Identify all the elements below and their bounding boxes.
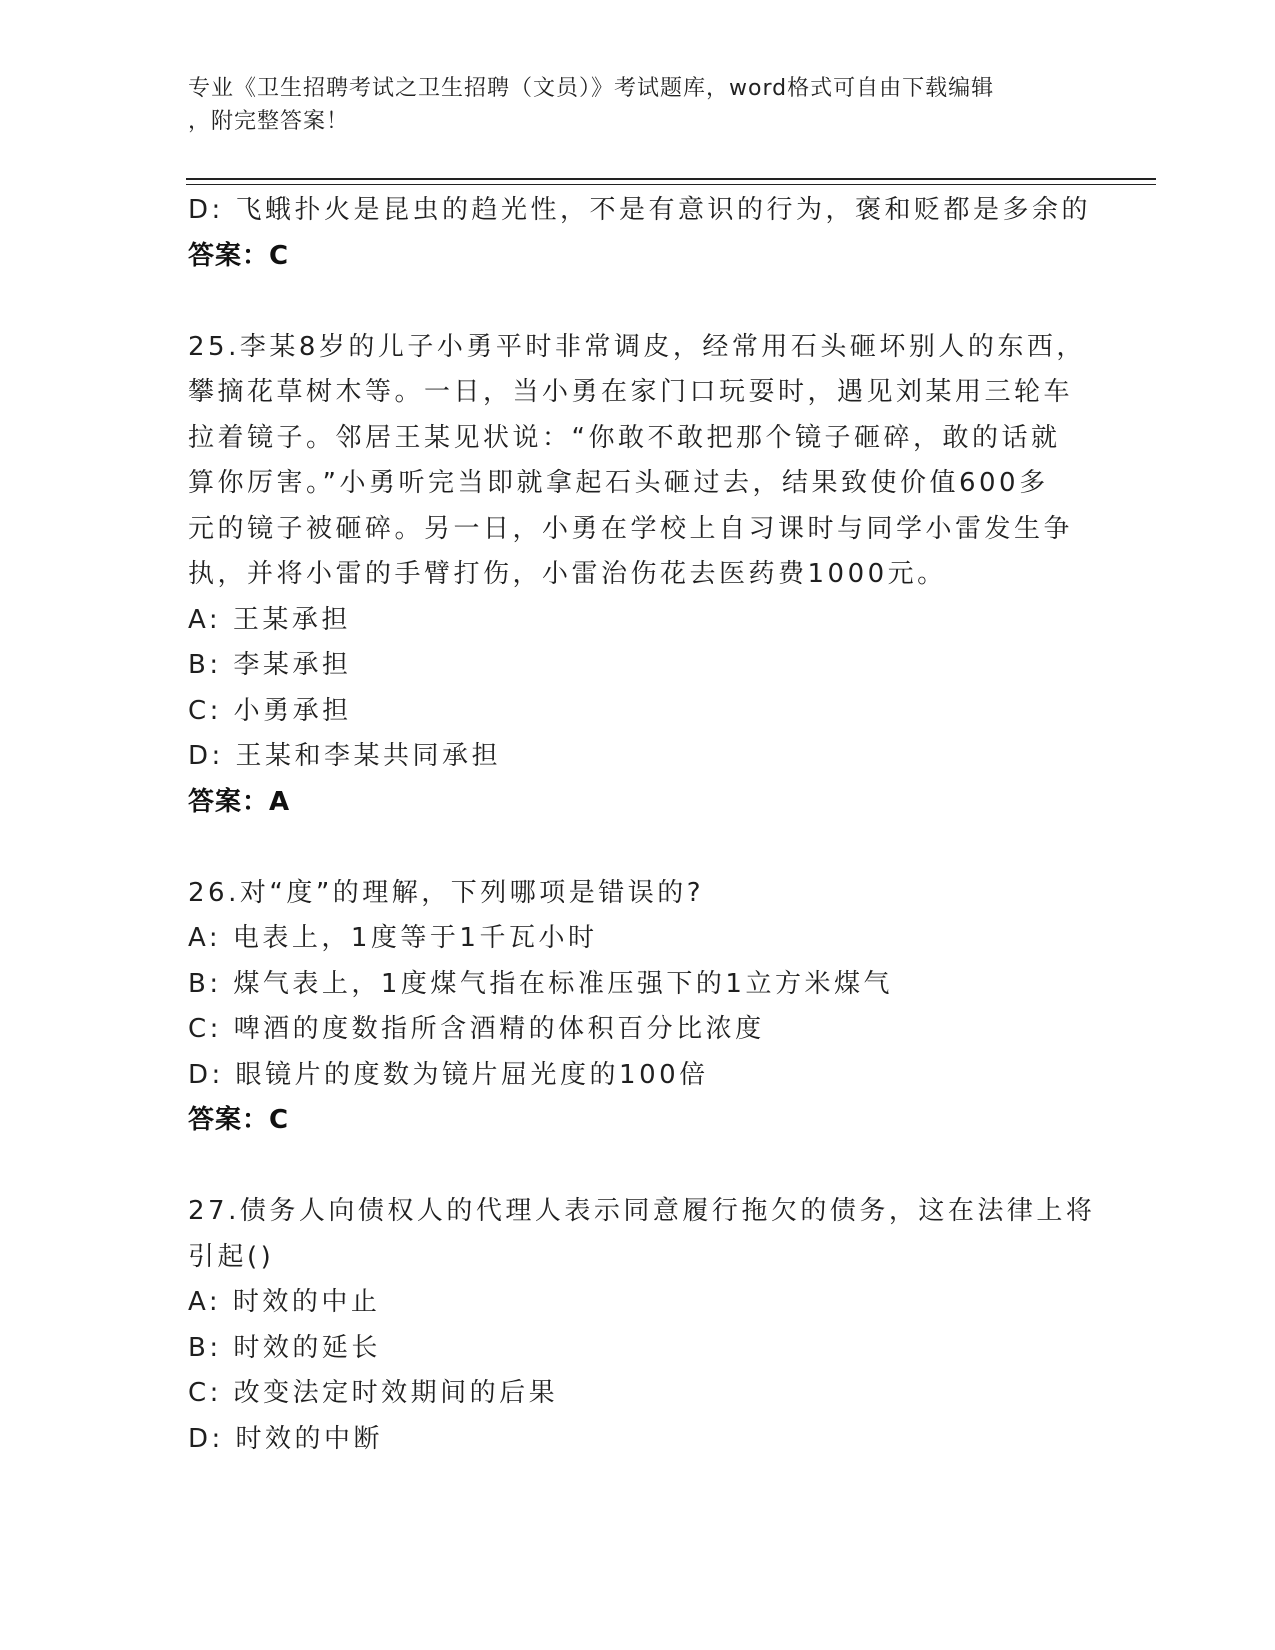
option-d: D: 眼镜片的度数为镜片屈光度的100倍: [188, 1059, 709, 1090]
option-c: C: 啤酒的度数指所含酒精的体积百分比浓度: [188, 1014, 765, 1044]
answer-line: 答案：A: [188, 786, 291, 817]
question-stem-line: 引起(): [188, 1241, 275, 1272]
spacer: [188, 279, 1088, 325]
option-b: B: 李某承担: [188, 650, 352, 680]
header-line-2: ，附完整答案！: [188, 109, 350, 134]
spacer: [188, 825, 1088, 871]
question-stem-line: 25.李某8岁的儿子小勇平时非常调皮，经常用石头砸坏别人的东西，: [188, 331, 1086, 362]
option-c: C: 小勇承担: [188, 695, 352, 726]
question-25: [188, 325, 1088, 826]
question-stem-line: 元的镜子被砸碎。另一日，小勇在学校上自习课时与同学小雷发生争: [188, 513, 1074, 544]
header-line-1: 专业《卫生招聘考试之卫生招聘（文员）》考试题库，word格式可自由下载编辑: [188, 76, 995, 101]
option-d: D: 王某和李某共同承担: [188, 741, 502, 771]
option-a: A: 王某承担: [188, 604, 351, 635]
header-rule-thin: [186, 184, 1156, 185]
question-stem-line: 攀摘花草树木等。一日，当小勇在家门口玩耍时，遇见刘某用三轮车: [188, 377, 1074, 407]
header-rule-thick: [186, 178, 1156, 180]
option-a: A: 时效的中止: [188, 1287, 381, 1317]
option-b: B: 时效的延长: [188, 1332, 381, 1363]
question-26: [188, 871, 1088, 1144]
carryover-option-d: D: 飞蛾扑火是昆虫的趋光性，不是有意识的行为，褒和贬都是多余的: [188, 195, 1092, 225]
question-content: [188, 188, 1096, 1462]
question-27: [188, 1189, 1096, 1462]
question-stem-line: 执，并将小雷的手臂打伤，小雷治伤花去医药费1000元。: [188, 559, 947, 589]
option-b: B: 煤气表上，1度煤气指在标准压强下的1立方米煤气: [188, 968, 893, 999]
question-stem-line: 拉着镜子。邻居王某见状说：“你敢不敢把那个镜子砸碎，敢的话就: [188, 422, 1061, 453]
option-d: D: 时效的中断: [188, 1423, 384, 1454]
answer-line: 答案：C: [188, 1105, 290, 1135]
spacer: [188, 1144, 1088, 1190]
option-a: A: 电表上，1度等于1千瓦小时: [188, 923, 598, 953]
carryover-answer: 答案：C: [188, 240, 290, 271]
option-c: C: 改变法定时效期间的后果: [188, 1378, 559, 1408]
document-header: [188, 72, 1068, 138]
question-stem-line: 算你厉害。”小勇听完当即就拿起石头砸过去，结果致使价值600多: [188, 468, 1049, 498]
question-stem-line: 26.对“度”的理解，下列哪项是错误的?: [188, 877, 705, 908]
question-stem-line: 27.债务人向债权人的代理人表示同意履行拖欠的债务，这在法律上将: [188, 1196, 1096, 1226]
